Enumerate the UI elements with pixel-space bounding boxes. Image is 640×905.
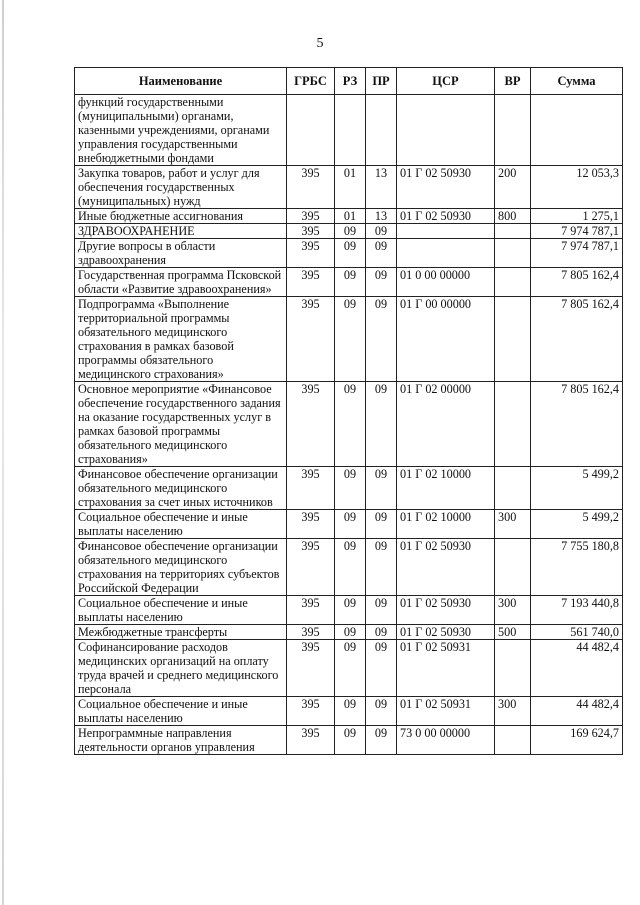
cell-grbs: 395: [287, 467, 335, 510]
cell-sum: 5 499,2: [531, 510, 623, 539]
header-name: Наименование: [75, 68, 287, 95]
cell-rz: 09: [335, 268, 366, 297]
cell-grbs: 395: [287, 382, 335, 467]
cell-vr: 800: [495, 209, 531, 224]
cell-name: Финансовое обеспечение организации обязательного медицинского страхования на территориях субъектов Российской Федерации: [75, 539, 287, 596]
table-row: [75, 268, 623, 297]
cell-vr: [495, 224, 531, 239]
cell-sum: 44 482,4: [531, 697, 623, 726]
cell-rz: 09: [335, 625, 366, 640]
cell-sum: 12 053,3: [531, 166, 623, 209]
header-sum: Сумма: [531, 68, 623, 95]
cell-grbs: 395: [287, 297, 335, 382]
cell-csr: 01 Г 02 50931: [397, 697, 495, 726]
cell-csr: 01 Г 02 10000: [397, 467, 495, 510]
cell-vr: [495, 95, 531, 166]
cell-vr: [495, 726, 531, 755]
cell-pr: 13: [366, 209, 397, 224]
cell-name: Межбюджетные трансферты: [75, 625, 287, 640]
cell-csr: 01 Г 02 50930: [397, 625, 495, 640]
cell-vr: 300: [495, 596, 531, 625]
cell-vr: [495, 467, 531, 510]
cell-grbs: 395: [287, 166, 335, 209]
budget-table: [74, 67, 623, 755]
cell-rz: 09: [335, 297, 366, 382]
cell-name: Непрограммные направления деятельности органов управления: [75, 726, 287, 755]
table-row: [75, 467, 623, 510]
cell-vr: 200: [495, 166, 531, 209]
cell-csr: 01 Г 00 00000: [397, 297, 495, 382]
cell-rz: 09: [335, 596, 366, 625]
cell-grbs: 395: [287, 726, 335, 755]
cell-grbs: 395: [287, 209, 335, 224]
cell-grbs: 395: [287, 268, 335, 297]
cell-vr: [495, 539, 531, 596]
cell-sum: 5 499,2: [531, 467, 623, 510]
cell-pr: 09: [366, 726, 397, 755]
cell-rz: 09: [335, 640, 366, 697]
cell-grbs: 395: [287, 539, 335, 596]
cell-csr: 01 Г 02 00000: [397, 382, 495, 467]
cell-sum: 7 805 162,4: [531, 268, 623, 297]
cell-vr: [495, 239, 531, 268]
cell-grbs: 395: [287, 224, 335, 239]
header-pr: ПР: [366, 68, 397, 95]
cell-pr: 09: [366, 297, 397, 382]
table-row: [75, 726, 623, 755]
cell-sum: 7 974 787,1: [531, 239, 623, 268]
cell-vr: [495, 297, 531, 382]
cell-name: Государственная программа Псковской области «Развитие здравоохранения»: [75, 268, 287, 297]
cell-name: Подпрограмма «Выполнение территориальной программы обязательного медицинского страхования в рамках базовой программы обязательного медицинского страхования»: [75, 297, 287, 382]
cell-rz: 01: [335, 166, 366, 209]
cell-name: Основное мероприятие «Финансовое обеспечение государственного задания на оказание государственных услуг в рамках базовой программы обязательного медицинского страхования»: [75, 382, 287, 467]
cell-name: Иные бюджетные ассигнования: [75, 209, 287, 224]
cell-pr: 09: [366, 510, 397, 539]
table-row: [75, 510, 623, 539]
cell-csr: [397, 224, 495, 239]
cell-grbs: 395: [287, 596, 335, 625]
cell-grbs: 395: [287, 640, 335, 697]
cell-pr: 13: [366, 166, 397, 209]
cell-pr: 09: [366, 640, 397, 697]
cell-pr: [366, 95, 397, 166]
table-row: [75, 166, 623, 209]
cell-sum: 1 275,1: [531, 209, 623, 224]
cell-name: Социальное обеспечение и иные выплаты населению: [75, 510, 287, 539]
cell-sum: 44 482,4: [531, 640, 623, 697]
table-row: [75, 95, 623, 166]
cell-rz: 09: [335, 224, 366, 239]
cell-csr: 01 Г 02 50931: [397, 640, 495, 697]
cell-vr: [495, 640, 531, 697]
cell-pr: 09: [366, 697, 397, 726]
header-vr: ВР: [495, 68, 531, 95]
scan-edge: [2, 0, 4, 905]
cell-sum: 7 755 180,8: [531, 539, 623, 596]
page-number: 5: [316, 36, 324, 51]
cell-sum: 7 805 162,4: [531, 297, 623, 382]
cell-grbs: 395: [287, 697, 335, 726]
table-row: [75, 209, 623, 224]
cell-name: Финансовое обеспечение организации обязательного медицинского страхования за счет иных источников: [75, 467, 287, 510]
cell-vr: 300: [495, 697, 531, 726]
cell-rz: 09: [335, 382, 366, 467]
cell-rz: 09: [335, 510, 366, 539]
cell-csr: 01 0 00 00000: [397, 268, 495, 297]
cell-sum: 7 193 440,8: [531, 596, 623, 625]
cell-vr: 300: [495, 510, 531, 539]
cell-csr: 01 Г 02 50930: [397, 539, 495, 596]
cell-csr: 01 Г 02 50930: [397, 166, 495, 209]
table-header-row: [75, 68, 623, 95]
cell-pr: 09: [366, 596, 397, 625]
cell-grbs: 395: [287, 625, 335, 640]
table-row: [75, 239, 623, 268]
table-row: [75, 640, 623, 697]
cell-vr: [495, 382, 531, 467]
cell-name: Социальное обеспечение и иные выплаты населению: [75, 697, 287, 726]
cell-rz: 09: [335, 539, 366, 596]
cell-csr: 01 Г 02 50930: [397, 596, 495, 625]
cell-pr: 09: [366, 268, 397, 297]
cell-sum: 169 624,7: [531, 726, 623, 755]
cell-rz: 09: [335, 239, 366, 268]
table-row: [75, 697, 623, 726]
cell-pr: 09: [366, 224, 397, 239]
cell-rz: [335, 95, 366, 166]
cell-csr: 73 0 00 00000: [397, 726, 495, 755]
cell-name: ЗДРАВООХРАНЕНИЕ: [75, 224, 287, 239]
cell-sum: [531, 95, 623, 166]
cell-name: Софинансирование расходов медицинских организаций на оплату труда врачей и среднего медицинского персонала: [75, 640, 287, 697]
cell-sum: 561 740,0: [531, 625, 623, 640]
cell-vr: 500: [495, 625, 531, 640]
table-row: [75, 596, 623, 625]
cell-rz: 09: [335, 726, 366, 755]
header-csr: ЦСР: [397, 68, 495, 95]
cell-name: Другие вопросы в области здравоохранения: [75, 239, 287, 268]
table-row: [75, 539, 623, 596]
table-row: [75, 625, 623, 640]
cell-pr: 09: [366, 625, 397, 640]
cell-name: Социальное обеспечение и иные выплаты населению: [75, 596, 287, 625]
cell-pr: 09: [366, 539, 397, 596]
cell-sum: 7 805 162,4: [531, 382, 623, 467]
table-row: [75, 382, 623, 467]
header-grbs: ГРБС: [287, 68, 335, 95]
table-row: [75, 297, 623, 382]
cell-grbs: 395: [287, 239, 335, 268]
cell-pr: 09: [366, 382, 397, 467]
cell-csr: 01 Г 02 10000: [397, 510, 495, 539]
cell-pr: 09: [366, 467, 397, 510]
cell-vr: [495, 268, 531, 297]
cell-csr: 01 Г 02 50930: [397, 209, 495, 224]
cell-rz: 01: [335, 209, 366, 224]
cell-sum: 7 974 787,1: [531, 224, 623, 239]
table-row: [75, 224, 623, 239]
cell-csr: [397, 95, 495, 166]
cell-grbs: 395: [287, 510, 335, 539]
cell-name: функций государственными (муниципальными) органами, казенными учреждениями, органами управления государственными внебюджетными фондами: [75, 95, 287, 166]
cell-name: Закупка товаров, работ и услуг для обеспечения государственных (муниципальных) нужд: [75, 166, 287, 209]
header-rz: РЗ: [335, 68, 366, 95]
cell-rz: 09: [335, 697, 366, 726]
cell-pr: 09: [366, 239, 397, 268]
table-body: [75, 95, 623, 755]
cell-grbs: [287, 95, 335, 166]
cell-rz: 09: [335, 467, 366, 510]
cell-csr: [397, 239, 495, 268]
